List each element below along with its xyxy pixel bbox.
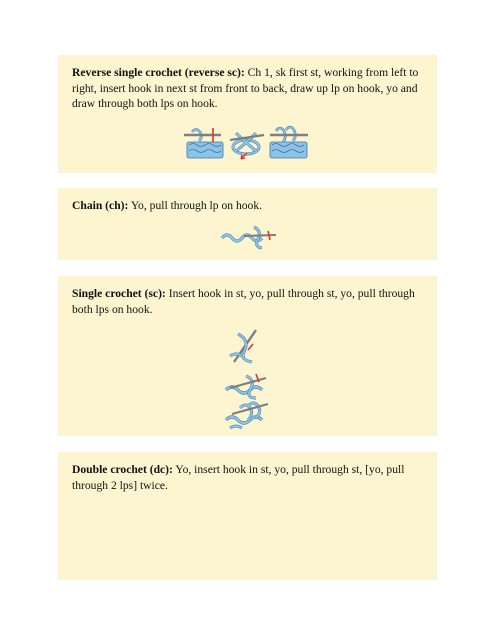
stitch-description: Yo, pull through lp on hook. (130, 199, 263, 212)
stitch-definition (72, 198, 423, 214)
sc-step1-icon (230, 330, 256, 362)
chain-stitch-icon (222, 227, 276, 248)
stitch-card-chain (58, 188, 437, 260)
stitch-definition (72, 286, 423, 317)
stitch-definition (72, 462, 423, 493)
sc-step3-icon (226, 403, 268, 428)
reverse-sc-step3-icon (270, 127, 308, 158)
stitch-description: Yo, insert hook in st, yo, pull through st, [yo, pull through 2 lps] twice. (72, 463, 405, 492)
reverse-sc-illustration (184, 125, 310, 161)
stitch-description: Insert hook in st, yo, pull through st, yo, pull through both lps on hook. (72, 287, 415, 316)
stitch-term: Reverse single crochet (reverse sc): (72, 66, 245, 79)
sc-step2-icon (226, 374, 266, 398)
stitch-card-reverse-sc (58, 55, 437, 173)
stitch-description: Ch 1, sk first st, working from left to right, insert hook in next st from front to back, draw up lp on hook, yo and draw through both lps on hook. (72, 66, 419, 110)
single-crochet-illustration (220, 328, 280, 432)
stitch-term: Single crochet (sc): (72, 287, 166, 300)
reverse-sc-step1-icon (184, 128, 223, 158)
stitch-term: Double crochet (dc): (72, 463, 173, 476)
stitch-card-double-crochet (58, 452, 437, 580)
stitch-definition (72, 65, 423, 112)
chain-illustration (218, 224, 278, 250)
reverse-sc-step2-icon (230, 133, 264, 159)
stitch-term: Chain (ch): (72, 199, 129, 212)
stitch-card-single-crochet (58, 276, 437, 436)
